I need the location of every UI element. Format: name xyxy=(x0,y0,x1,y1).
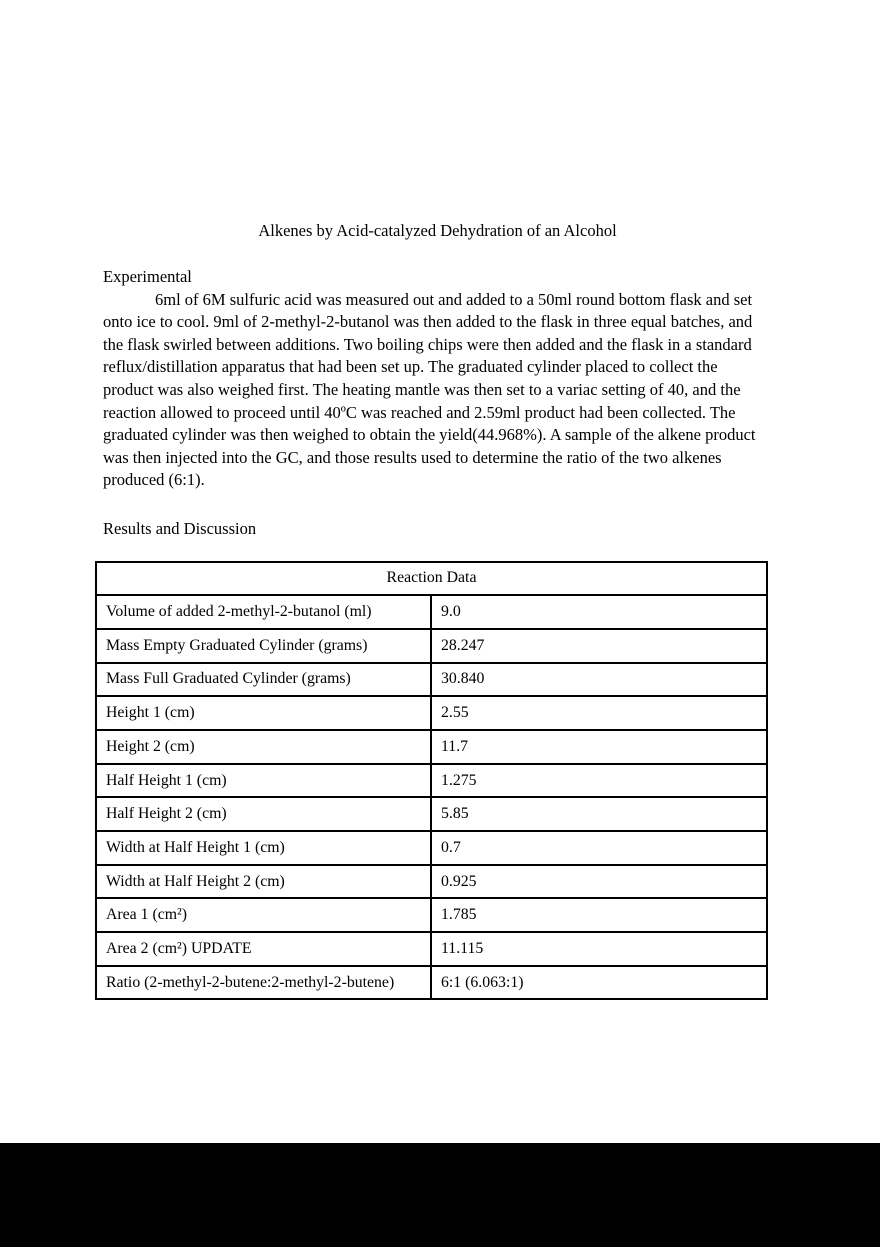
row-value-cell: 0.925 xyxy=(431,865,767,899)
table-row xyxy=(96,696,767,730)
row-value-cell: 11.115 xyxy=(431,932,767,966)
table-row xyxy=(96,966,767,1000)
row-value-cell: 1.785 xyxy=(431,898,767,932)
table-row xyxy=(96,831,767,865)
row-label-cell: Ratio (2-methyl-2-butene:2-methyl-2-butene) xyxy=(96,966,431,1000)
row-label-cell: Area 1 (cm²) xyxy=(96,898,431,932)
table-row xyxy=(96,663,767,697)
row-label-cell: Half Height 2 (cm) xyxy=(96,797,431,831)
row-label-cell: Mass Empty Graduated Cylinder (grams) xyxy=(96,629,431,663)
experimental-paragraph: 6ml of 6M sulfuric acid was measured out and added to a 50ml round bottom flask and set onto ice to cool. 9ml of 2-methyl-2-butanol was then added to the flask in three equal batches, and the flask swirled between additions. Two boiling chips were then added and the flask in a standard reflux/distillation apparatus that had been set up. The graduated cylinder placed to collect the product was also weighed first. The heating mantle was then set to a variac setting of 40, and the reaction allowed to proceed until 40ºC was reached and 2.59ml product had been collected. The graduated cylinder was then weighed to obtain the yield(44.968%). A sample of the alkene product was then injected into the GC, and those results used to determine the ratio of the two alkenes produced (6:1). xyxy=(103,289,756,490)
row-value-cell: 11.7 xyxy=(431,730,767,764)
table-row xyxy=(96,595,767,629)
row-label-cell: Half Height 1 (cm) xyxy=(96,764,431,798)
table-title-row xyxy=(96,562,767,596)
row-value-cell: 2.55 xyxy=(431,696,767,730)
table-row xyxy=(96,764,767,798)
table-row xyxy=(96,865,767,899)
bottom-letterbox-bar xyxy=(0,1143,880,1247)
table-title: Reaction Data xyxy=(96,562,767,596)
row-value-cell: 9.0 xyxy=(431,595,767,629)
table-row xyxy=(96,629,767,663)
table-row xyxy=(96,797,767,831)
table-row xyxy=(96,898,767,932)
experimental-heading: Experimental xyxy=(103,267,192,286)
row-value-cell: 0.7 xyxy=(431,831,767,865)
table-row xyxy=(96,730,767,764)
row-value-cell: 1.275 xyxy=(431,764,767,798)
row-label-cell: Volume of added 2-methyl-2-butanol (ml) xyxy=(96,595,431,629)
document-title: Alkenes by Acid-catalyzed Dehydration of an Alcohol xyxy=(258,221,617,240)
row-value-cell: 30.840 xyxy=(431,663,767,697)
row-label-cell: Height 2 (cm) xyxy=(96,730,431,764)
row-label-cell: Area 2 (cm²) UPDATE xyxy=(96,932,431,966)
row-label-cell: Height 1 (cm) xyxy=(96,696,431,730)
row-label-cell: Mass Full Graduated Cylinder (grams) xyxy=(96,663,431,697)
table-row xyxy=(96,932,767,966)
row-value-cell: 6:1 (6.063:1) xyxy=(431,966,767,1000)
row-value-cell: 5.85 xyxy=(431,797,767,831)
reaction-data-table xyxy=(95,561,768,1001)
row-label-cell: Width at Half Height 2 (cm) xyxy=(96,865,431,899)
row-value-cell: 28.247 xyxy=(431,629,767,663)
results-heading: Results and Discussion xyxy=(103,518,257,538)
row-label-cell: Width at Half Height 1 (cm) xyxy=(96,831,431,865)
